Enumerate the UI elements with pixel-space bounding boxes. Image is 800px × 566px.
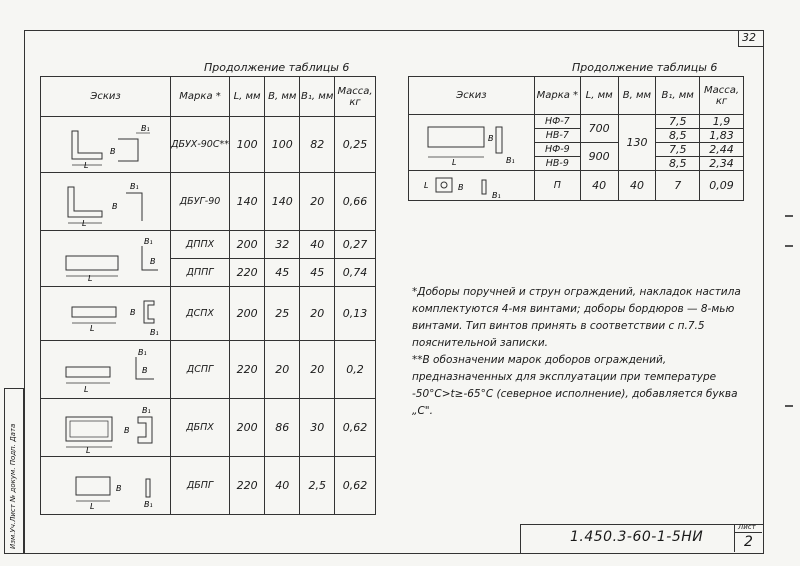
cell-mass: 0,62 — [335, 457, 376, 515]
sketch-cell — [41, 341, 171, 399]
cell-b: 25 — [265, 287, 300, 341]
title-divider — [734, 532, 762, 533]
cell-l: 200 — [229, 287, 264, 341]
cell-b1: 45 — [300, 259, 335, 287]
cell-b: 40 — [618, 171, 656, 201]
dim-b1: В₁ — [140, 123, 150, 133]
dim-l: L — [83, 160, 88, 169]
cell-l: 220 — [229, 457, 264, 515]
dim-b: В — [109, 146, 116, 156]
cell-b1: 7,5 — [656, 115, 700, 129]
cell-l: 140 — [229, 173, 264, 231]
cell-mark: ДСПГ — [171, 341, 230, 399]
cell-b1: 7,5 — [656, 143, 700, 157]
cell-b: 86 — [265, 399, 300, 457]
cell-mass: 0,25 — [335, 117, 376, 173]
dim-b: В — [141, 365, 148, 375]
dim-b1: В₁ — [143, 499, 153, 509]
cell-mass: 0,09 — [700, 171, 744, 201]
cell-b: 32 — [265, 231, 300, 259]
header-mark: Марка * — [171, 77, 230, 117]
deck-plate-sketch — [412, 117, 530, 169]
dim-l: L — [452, 157, 457, 167]
cell-mark: НВ-9 — [534, 157, 580, 171]
cell-mark: ДБПХ — [171, 399, 230, 457]
table-row — [41, 457, 376, 515]
cell-b: 100 — [265, 117, 300, 173]
cell-mark: П — [534, 171, 580, 201]
cell-mass: 1,9 — [700, 115, 744, 129]
dim-b: В — [458, 182, 464, 192]
cell-mass: 0,62 — [335, 399, 376, 457]
dim-b1: В₁ — [506, 155, 516, 165]
cell-b1: 2,5 — [300, 457, 335, 515]
dim-l: L — [85, 445, 90, 453]
cell-b1: 30 — [300, 399, 335, 457]
cell-mark: ДППГ — [171, 259, 230, 287]
cell-b1: 40 — [300, 231, 335, 259]
table-row — [41, 399, 376, 457]
cell-l: 200 — [229, 399, 264, 457]
right-table-caption: Продолжение таблицы 6 — [572, 61, 718, 74]
cell-l: 220 — [229, 259, 264, 287]
cell-l: 900 — [580, 143, 618, 171]
cell-b1: 20 — [300, 287, 335, 341]
cell-mass: 2,34 — [700, 157, 744, 171]
sketch-cell — [41, 173, 171, 231]
header-mass: Масса, кг — [700, 77, 744, 115]
header-sketch: Эскиз — [409, 77, 535, 115]
note-1: *Доборы поручней и струн ограждений, накладок настила комплектуются 4-мя винтами; доборы бордюров — 8-мью винтами. Тип винтов принять в соответствии с п.7.5 пояснительной записки. — [412, 286, 741, 349]
dim-b1: В₁ — [129, 181, 139, 191]
channel-angle-sketch — [46, 121, 166, 169]
cell-b: 40 — [265, 457, 300, 515]
header-b: В, мм — [265, 77, 300, 117]
cell-l: 100 — [229, 117, 264, 173]
edge-mark — [785, 405, 793, 407]
table-row — [41, 173, 376, 231]
cell-mass: 0,74 — [335, 259, 376, 287]
header-b1: В₁, мм — [300, 77, 335, 117]
notes — [412, 284, 752, 420]
dim-l: L — [87, 273, 92, 283]
table-row — [41, 287, 376, 341]
cell-mass: 0,2 — [335, 341, 376, 399]
cell-mass: 0,66 — [335, 173, 376, 231]
cell-l: 700 — [580, 115, 618, 143]
note-2: **В обозначении марок доборов ограждений, предназначенных для эксплуатации при температуре -50°С>t≥-65°С (северное исполнение), добавляется буква „С". — [412, 354, 738, 417]
header-b: В, мм — [618, 77, 656, 115]
cell-mark: ДСПХ — [171, 287, 230, 341]
dim-l: L — [81, 218, 86, 227]
sketch-cell — [409, 171, 535, 201]
cell-mark: ДППХ — [171, 231, 230, 259]
sketch-cell — [41, 287, 171, 341]
sketch-cell — [41, 457, 171, 515]
sketch-cell — [41, 117, 171, 173]
side-stamp-text: Изм.Уч.Лист № докум. Подп. Дата — [9, 423, 17, 549]
cell-mass: 0,27 — [335, 231, 376, 259]
dim-b1: В₁ — [143, 236, 153, 246]
cell-mass: 2,44 — [700, 143, 744, 157]
cell-b: 130 — [618, 115, 656, 171]
dim-l: L — [89, 501, 94, 511]
left-table-caption: Продолжение таблицы 6 — [204, 61, 350, 74]
cell-b1: 7 — [656, 171, 700, 201]
table-row — [409, 171, 744, 201]
dim-b1: В₁ — [141, 405, 151, 415]
header-b1: В₁, мм — [656, 77, 700, 115]
cell-b1: 82 — [300, 117, 335, 173]
box-channel-sketch — [46, 403, 166, 453]
cell-mark: НВ-7 — [534, 129, 580, 143]
header-l: L, мм — [580, 77, 618, 115]
left-table — [40, 76, 376, 515]
table-row — [41, 341, 376, 399]
sheet-label: Лист — [738, 523, 756, 531]
cell-b1: 20 — [300, 341, 335, 399]
document-code: 1.450.3-60-1-5НИ — [570, 529, 704, 545]
cell-l: 200 — [229, 231, 264, 259]
header-sketch: Эскиз — [41, 77, 171, 117]
cell-b1: 8,5 — [656, 129, 700, 143]
dim-l: L — [89, 323, 94, 333]
dim-l: L — [83, 384, 88, 394]
sheet-number: 32 — [742, 31, 756, 44]
cell-b: 140 — [265, 173, 300, 231]
header-mark: Марка * — [534, 77, 580, 115]
washer-plate-sketch — [412, 172, 530, 200]
dim-b: В — [129, 307, 136, 317]
dim-b1: В₁ — [137, 347, 147, 357]
dim-b: В — [488, 133, 494, 143]
plate-angle-sketch — [46, 234, 166, 284]
right-table — [408, 76, 744, 201]
cell-mark: ДБУГ-90 — [171, 173, 230, 231]
dim-b1: В₁ — [492, 190, 502, 200]
cell-mass: 0,13 — [335, 287, 376, 341]
cell-l: 40 — [580, 171, 618, 201]
strip-angle-sketch — [46, 345, 166, 395]
sketch-cell — [41, 399, 171, 457]
cell-b: 45 — [265, 259, 300, 287]
table-row — [41, 231, 376, 259]
plate-flat-sketch — [46, 461, 166, 511]
cell-mark: ДБПГ — [171, 457, 230, 515]
cell-b1: 8,5 — [656, 157, 700, 171]
table-row — [41, 117, 376, 173]
cell-mark: ДБУХ-90С** — [171, 117, 230, 173]
edge-mark — [785, 245, 793, 247]
cell-b: 20 — [265, 341, 300, 399]
sketch-cell — [41, 231, 171, 287]
cell-l: 220 — [229, 341, 264, 399]
sketch-cell — [409, 115, 535, 171]
header-mass: Масса, кг — [335, 77, 376, 117]
cell-mark: НФ-9 — [534, 143, 580, 157]
table-row — [409, 115, 744, 129]
title-divider — [734, 524, 735, 552]
dim-b: В — [115, 483, 122, 493]
dim-b: В — [149, 256, 156, 266]
angle-sketch — [46, 177, 166, 227]
dim-b: В — [123, 425, 130, 435]
cell-b1: 20 — [300, 173, 335, 231]
cell-mass: 1,83 — [700, 129, 744, 143]
dim-l: L — [424, 180, 429, 190]
edge-mark — [785, 215, 793, 217]
dim-b1: В₁ — [149, 327, 159, 337]
header-l: L, мм — [229, 77, 264, 117]
strip-channel-sketch — [46, 291, 166, 337]
sheet-page-number: 2 — [744, 534, 753, 550]
cell-mark: НФ-7 — [534, 115, 580, 129]
dim-b: В — [111, 201, 118, 211]
